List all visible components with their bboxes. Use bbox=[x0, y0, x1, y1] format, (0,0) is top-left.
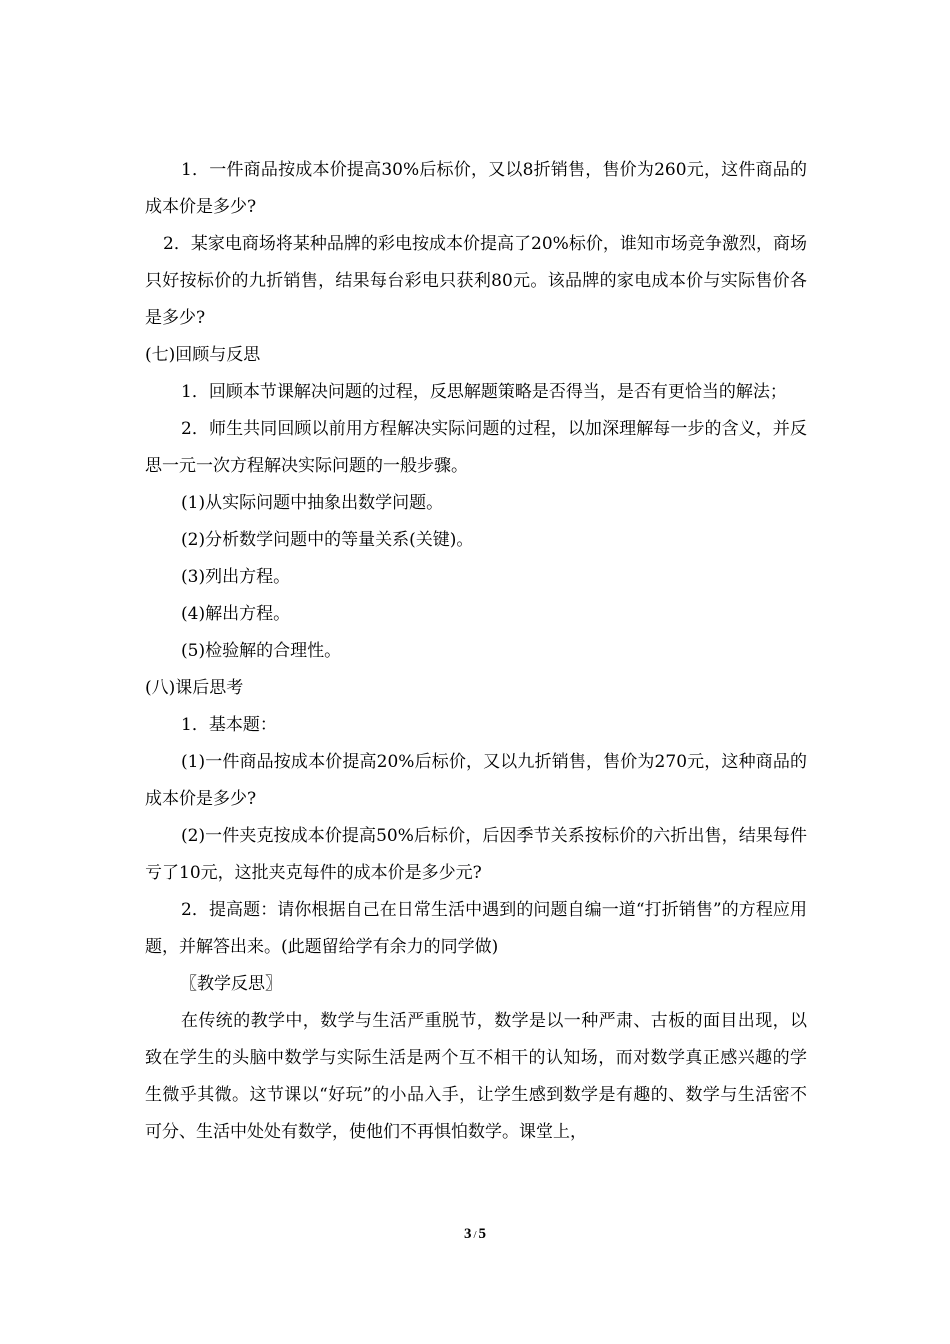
review-item-2: 2．师生共同回顾以前用方程解决实际问题的过程，以加深理解每一步的含义，并反思一元一次方程解决实际问题的一般步骤。 bbox=[145, 419, 807, 476]
exercise-2: 2．某家电商场将某种品牌的彩电按成本价提高了20%标价，谁知市场竞争激烈，商场只好按标价的九折销售，结果每台彩电只获利80元。该品牌的家电成本价与实际售价各是多少? bbox=[145, 234, 807, 328]
review-item-1: 1．回顾本节课解决问题的过程，反思解题策略是否得当，是否有更恰当的解法； bbox=[181, 382, 787, 402]
advanced-problem: 2．提高题：请你根据自己在日常生活中遇到的问题自编一道“打折销售”的方程应用题，并解答出来。(此题留给学有余力的同学做) bbox=[145, 900, 807, 957]
step-1: (1)从实际问题中抽象出数学问题。 bbox=[181, 493, 444, 513]
section-heading-review: (七)回顾与反思 bbox=[145, 345, 261, 365]
teaching-reflection-title: 〖教学反思〗 bbox=[180, 974, 282, 994]
page-separator: / bbox=[473, 1229, 477, 1241]
step-3: (3)列出方程。 bbox=[181, 567, 291, 587]
basic-heading: 1．基本题： bbox=[181, 715, 277, 735]
exercise-1: 1．一件商品按成本价提高30%后标价，又以8折销售，售价为260元，这件商品的成本价是多少? bbox=[145, 160, 807, 217]
current-page: 3 bbox=[463, 1226, 472, 1242]
teaching-reflection-body: 在传统的教学中，数学与生活严重脱节，数学是以一种严肃、古板的面目出现，以致在学生的头脑中数学与实际生活是两个互不相干的认知场，而对数学真正感兴趣的学生微乎其微。这节课以“好玩”的小品入手，让学生感到数学是有趣的、数学与生活密不可分、生活中处处有数学，使他们不再惧怕数学。课堂上， bbox=[145, 1011, 807, 1142]
step-2: (2)分析数学问题中的等量关系(关键)。 bbox=[181, 530, 474, 550]
total-pages: 5 bbox=[478, 1226, 487, 1242]
section-heading-homework: (八)课后思考 bbox=[145, 678, 244, 698]
basic-problem-1: (1)一件商品按成本价提高20%后标价，又以九折销售，售价为270元，这种商品的成本价是多少? bbox=[145, 752, 807, 809]
step-5: (5)检验解的合理性。 bbox=[181, 641, 342, 661]
step-4: (4)解出方程。 bbox=[181, 604, 291, 624]
page-number bbox=[0, 1226, 950, 1243]
basic-problem-2: (2)一件夹克按成本价提高50%后标价，后因季节关系按标价的六折出售，结果每件亏了10元，这批夹克每件的成本价是多少元? bbox=[145, 826, 807, 883]
document-body bbox=[145, 152, 807, 1151]
